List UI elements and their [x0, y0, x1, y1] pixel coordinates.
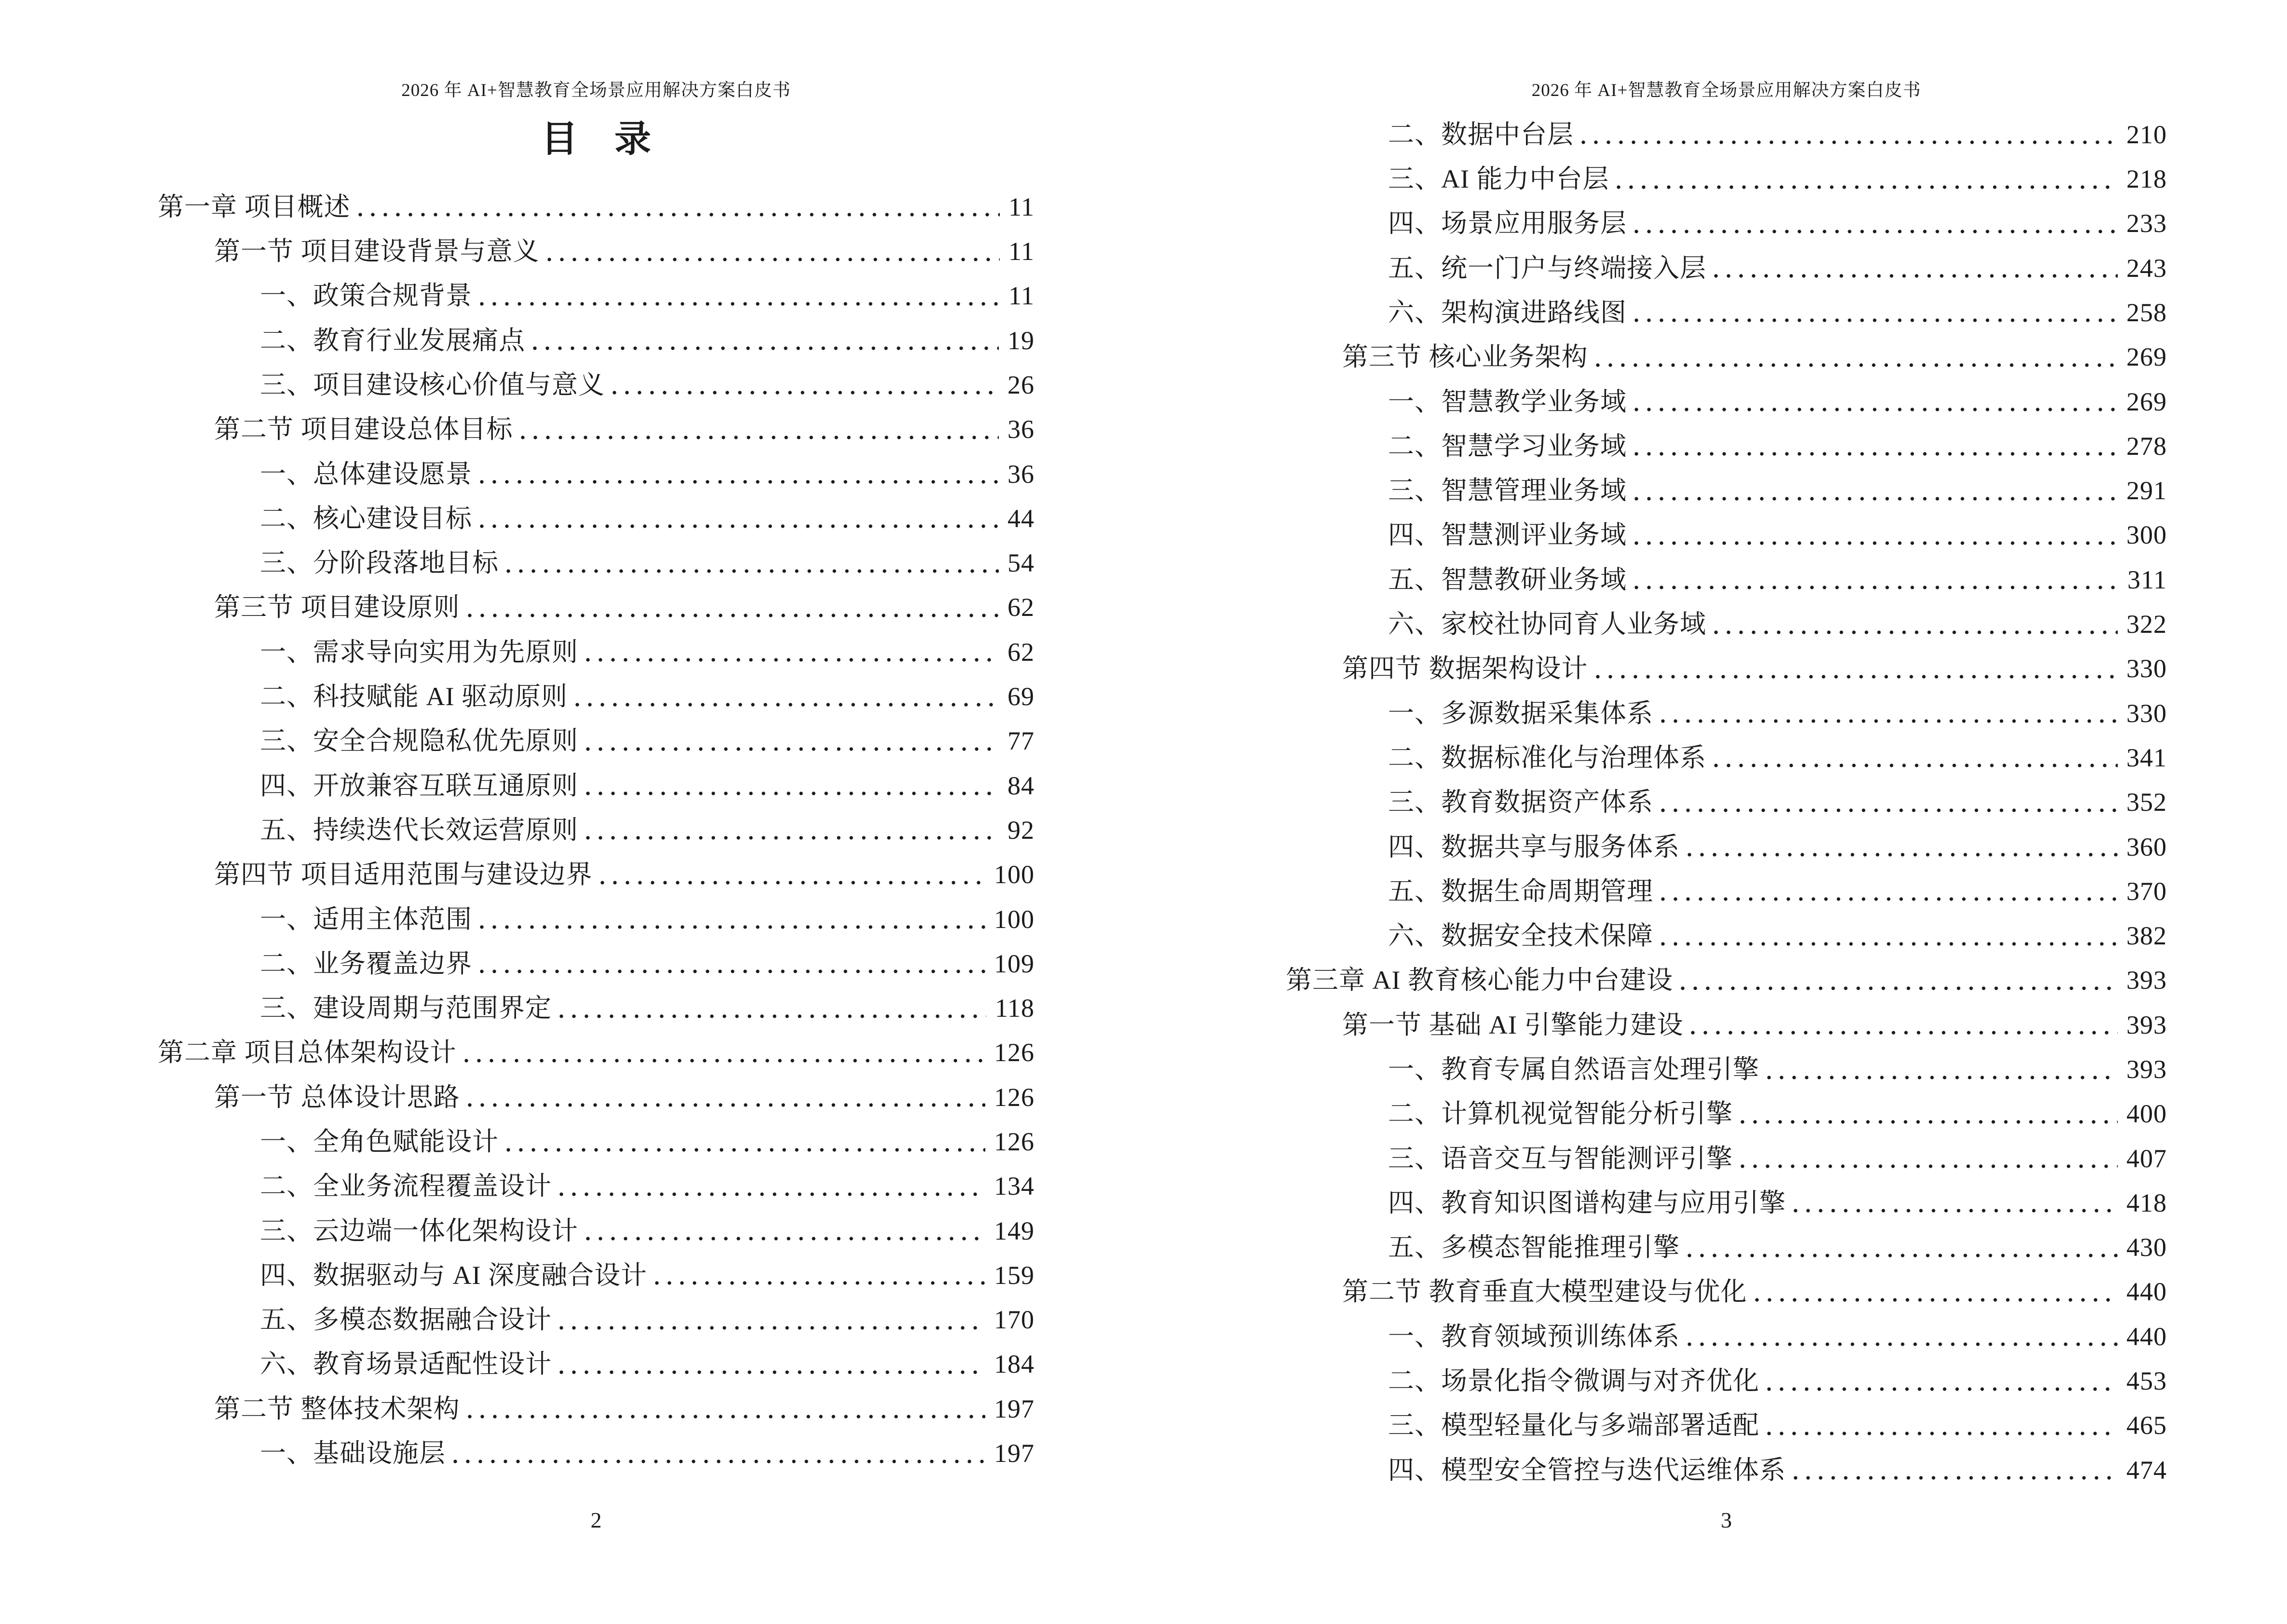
toc-entry-page: 159	[994, 1260, 1035, 1290]
dot-leader	[613, 390, 999, 396]
toc-entry-page: 465	[2126, 1411, 2167, 1440]
toc-entry-page: 36	[1007, 459, 1035, 489]
toc-entry-label: 五、统一门户与终端接入层	[1388, 253, 1706, 283]
toc-entry-page: 11	[1008, 192, 1035, 221]
toc-entry-label: 一、政策合规背景	[260, 281, 472, 311]
toc-entry-label: 四、智慧测评业务域	[1388, 520, 1627, 550]
toc-entry-label: 五、智慧教研业务域	[1388, 565, 1627, 594]
toc-entry-page: 330	[2126, 654, 2167, 683]
toc-entry-page: 77	[1007, 726, 1035, 756]
dot-leader	[575, 702, 999, 708]
toc-entry-page: 258	[2126, 298, 2167, 327]
toc-entry-row	[1286, 105, 2167, 150]
toc-entry-label: 二、场景化指令微调与对齐优化	[1388, 1366, 1759, 1396]
toc-entry-label: 一、总体建设愿景	[260, 459, 472, 489]
dot-leader	[1661, 896, 2118, 902]
toc-entry-row	[1286, 818, 2167, 862]
toc-entry-label: 二、教育行业发展痛点	[260, 326, 525, 355]
dot-leader	[480, 924, 985, 930]
dot-leader	[600, 880, 986, 886]
dot-leader	[453, 1459, 985, 1464]
dot-leader	[586, 835, 999, 841]
dot-leader	[506, 568, 999, 574]
dot-leader	[1661, 941, 2118, 947]
toc-entry-page: 278	[2126, 431, 2167, 461]
dot-leader	[1794, 1208, 2118, 1214]
toc-entry-page: 11	[1008, 281, 1035, 311]
toc-entry-row	[158, 712, 1035, 756]
toc-entry-row	[158, 445, 1035, 489]
toc-entry-page: 440	[2126, 1277, 2167, 1307]
toc-entry-page: 19	[1007, 326, 1035, 355]
toc-entry-label: 三、语音交互与智能测评引擎	[1388, 1144, 1733, 1173]
toc-entry-label: 五、多模态智能推理引擎	[1388, 1233, 1680, 1262]
dot-leader	[655, 1280, 985, 1286]
toc-entry-row	[158, 1290, 1035, 1335]
toc-entry-label: 第一节 基础 AI 引擎能力建设	[1342, 1010, 1684, 1039]
toc-entry-label: 第二节 项目建设总体目标	[214, 415, 513, 444]
dot-leader	[559, 1013, 986, 1019]
toc-entry-row	[1286, 194, 2167, 239]
dot-leader	[1741, 1163, 2118, 1169]
toc-entry-label: 第三节 项目建设原则	[214, 593, 460, 622]
dot-leader	[480, 969, 985, 974]
toc-entry-page: 440	[2126, 1322, 2167, 1351]
toc-entry-page: 92	[1007, 815, 1035, 845]
dot-leader	[1794, 1475, 2118, 1481]
toc-entry-row	[158, 934, 1035, 979]
dot-leader	[1581, 139, 2118, 145]
toc-entry-label: 一、智慧教学业务域	[1388, 387, 1627, 416]
toc-entry-row	[1286, 417, 2167, 461]
toc-entry-row	[158, 355, 1035, 400]
toc-entry-label: 第二节 整体技术架构	[214, 1394, 460, 1423]
dot-leader	[468, 613, 999, 618]
toc-entry-page: 233	[2126, 209, 2167, 238]
toc-entry-row	[158, 267, 1035, 311]
dot-leader	[1714, 763, 2118, 768]
dot-leader	[1634, 540, 2118, 546]
dot-leader	[1767, 1386, 2118, 1392]
toc-entry-page: 69	[1007, 682, 1035, 711]
dot-leader	[521, 435, 999, 440]
toc-entry-page: 269	[2126, 387, 2167, 416]
toc-entry-row	[158, 1246, 1035, 1290]
toc-entry-label: 三、教育数据资产体系	[1388, 788, 1653, 817]
toc-entry-row	[1286, 1040, 2167, 1084]
toc-entry-page: 197	[994, 1394, 1035, 1423]
toc-entry-label: 第四节 项目适用范围与建设边界	[214, 860, 593, 889]
toc-list-right	[1286, 105, 2167, 1485]
dot-leader	[1634, 585, 2119, 590]
toc-entry-page: 341	[2126, 743, 2167, 772]
toc-entry-row	[158, 890, 1035, 934]
toc-entry-row	[158, 801, 1035, 845]
toc-entry-row	[158, 845, 1035, 889]
toc-entry-row	[158, 979, 1035, 1023]
dot-leader	[559, 1325, 985, 1331]
toc-entry-page: 430	[2126, 1233, 2167, 1262]
toc-entry-row	[1286, 1396, 2167, 1441]
toc-entry-label: 四、场景应用服务层	[1388, 209, 1627, 238]
dot-leader	[468, 1102, 986, 1108]
dot-leader	[464, 1058, 986, 1064]
dot-leader	[586, 791, 999, 796]
toc-entry-label: 第一章 项目概述	[158, 192, 351, 221]
toc-entry-page: 184	[994, 1350, 1035, 1379]
toc-entry-page: 11	[1008, 237, 1035, 266]
dot-leader	[480, 301, 1000, 307]
toc-entry-page: 44	[1007, 504, 1035, 533]
toc-entry-row	[158, 1424, 1035, 1468]
toc-entry-page: 370	[2126, 876, 2167, 906]
toc-entry-page: 393	[2126, 1054, 2167, 1084]
toc-entry-label: 第四节 数据架构设计	[1342, 654, 1588, 683]
toc-entry-page: 84	[1007, 771, 1035, 800]
toc-entry-page: 418	[2126, 1188, 2167, 1217]
dot-leader	[1634, 496, 2118, 502]
toc-entry-row	[1286, 461, 2167, 505]
toc-entry-page: 62	[1007, 637, 1035, 667]
toc-entry-page: 453	[2126, 1366, 2167, 1396]
toc-entry-row	[158, 1112, 1035, 1157]
toc-entry-page: 126	[994, 1127, 1035, 1156]
toc-entry-page: 352	[2126, 788, 2167, 817]
dot-leader	[547, 257, 1000, 262]
toc-entry-row	[158, 1024, 1035, 1068]
toc-entry-row	[158, 400, 1035, 444]
toc-entry-label: 四、教育知识图谱构建与应用引擎	[1388, 1188, 1786, 1217]
running-header-right: 2026 年 AI+智慧教育全场景应用解决方案白皮书	[1531, 81, 1921, 100]
toc-entry-page: 243	[2126, 253, 2167, 283]
dot-leader	[1688, 1253, 2118, 1258]
toc-entry-label: 一、适用主体范围	[260, 904, 472, 934]
toc-entry-page: 360	[2126, 832, 2167, 861]
toc-entry-page: 322	[2126, 610, 2167, 639]
left-page	[158, 0, 1035, 1624]
toc-list-left	[158, 177, 1035, 1469]
toc-entry-row	[1286, 150, 2167, 194]
toc-entry-label: 三、AI 能力中台层	[1388, 164, 1609, 194]
dot-leader	[1688, 1341, 2118, 1347]
toc-entry-page: 100	[994, 904, 1035, 934]
toc-entry-page: 382	[2126, 921, 2167, 951]
toc-entry-label: 四、开放兼容互联互通原则	[260, 771, 578, 800]
dot-leader	[1767, 1431, 2118, 1436]
toc-entry-row	[1286, 283, 2167, 328]
toc-entry-row	[158, 578, 1035, 623]
toc-entry-page: 400	[2126, 1099, 2167, 1129]
toc-entry-row	[158, 311, 1035, 355]
dot-leader	[586, 746, 999, 752]
toc-entry-label: 一、教育专属自然语言处理引擎	[1388, 1054, 1759, 1084]
dot-leader	[358, 212, 1000, 218]
dot-leader	[1596, 362, 2118, 368]
dot-leader	[1741, 1119, 2118, 1125]
toc-entry-label: 第二章 项目总体架构设计	[158, 1038, 457, 1067]
toc-title: 目 录	[541, 119, 651, 160]
toc-entry-label: 二、核心建设目标	[260, 504, 472, 533]
toc-entry-page: 100	[994, 860, 1035, 889]
dot-leader	[1596, 674, 2118, 680]
toc-entry-label: 三、智慧管理业务域	[1388, 476, 1627, 505]
toc-entry-row	[1286, 1085, 2167, 1129]
toc-entry-page: 126	[994, 1082, 1035, 1112]
toc-entry-page: 407	[2126, 1144, 2167, 1173]
toc-entry-row	[1286, 1307, 2167, 1351]
toc-entry-row	[1286, 906, 2167, 951]
toc-entry-row	[1286, 595, 2167, 639]
toc-entry-label: 二、科技赋能 AI 驱动原则	[260, 682, 568, 711]
dot-leader	[1661, 807, 2118, 813]
toc-entry-row	[158, 1379, 1035, 1424]
toc-entry-page: 126	[994, 1038, 1035, 1067]
toc-entry-row	[1286, 1263, 2167, 1307]
toc-entry-row	[158, 222, 1035, 266]
toc-entry-page: 291	[2126, 476, 2167, 505]
toc-entry-page: 311	[2127, 565, 2167, 594]
toc-entry-label: 第一节 总体设计思路	[214, 1082, 460, 1112]
toc-entry-row	[1286, 1218, 2167, 1262]
toc-entry-label: 一、多源数据采集体系	[1388, 698, 1653, 728]
toc-entry-page: 109	[994, 949, 1035, 978]
dot-leader	[559, 1191, 985, 1197]
toc-entry-label: 三、模型轻量化与多端部署适配	[1388, 1411, 1759, 1440]
toc-entry-label: 第二节 教育垂直大模型建设与优化	[1342, 1277, 1747, 1307]
toc-entry-label: 第三节 核心业务架构	[1342, 342, 1588, 372]
toc-entry-label: 二、数据标准化与治理体系	[1388, 743, 1706, 772]
right-page	[1286, 0, 2167, 1624]
toc-entry-row	[1286, 684, 2167, 728]
toc-entry-page: 54	[1007, 548, 1035, 578]
toc-entry-row	[158, 1068, 1035, 1112]
page-number-right: 3	[1721, 1508, 1732, 1532]
toc-entry-label: 六、数据安全技术保障	[1388, 921, 1653, 951]
toc-entry-page: 36	[1007, 415, 1035, 444]
toc-entry-label: 二、业务覆盖边界	[260, 949, 472, 978]
toc-entry-row	[1286, 550, 2167, 595]
toc-entry-row	[1286, 1129, 2167, 1174]
dot-leader	[586, 657, 999, 663]
dot-leader	[1714, 273, 2118, 279]
toc-entry-label: 一、需求导向实用为先原则	[260, 637, 578, 667]
toc-entry-label: 六、架构演进路线图	[1388, 298, 1627, 327]
toc-entry-label: 四、数据共享与服务体系	[1388, 832, 1680, 861]
toc-entry-label: 三、分阶段落地目标	[260, 548, 499, 578]
dot-leader	[1634, 451, 2118, 457]
toc-entry-label: 四、数据驱动与 AI 深度融合设计	[260, 1260, 647, 1290]
toc-entry-row	[158, 489, 1035, 533]
toc-entry-page: 197	[994, 1439, 1035, 1468]
toc-entry-page: 26	[1007, 370, 1035, 399]
toc-entry-row	[158, 1335, 1035, 1379]
dot-leader	[1661, 718, 2118, 724]
toc-entry-page: 218	[2126, 164, 2167, 194]
toc-entry-row	[1286, 372, 2167, 417]
toc-entry-label: 五、数据生命周期管理	[1388, 876, 1653, 906]
toc-entry-row	[1286, 640, 2167, 684]
toc-entry-page: 393	[2126, 966, 2167, 995]
toc-entry-label: 二、数据中台层	[1388, 120, 1574, 149]
dot-leader	[468, 1414, 986, 1419]
toc-entry-label: 六、教育场景适配性设计	[260, 1350, 552, 1379]
toc-entry-label: 三、建设周期与范围界定	[260, 994, 552, 1023]
dot-leader	[533, 345, 999, 351]
dot-leader	[1688, 852, 2118, 858]
toc-entry-label: 三、安全合规隐私优先原则	[260, 726, 578, 756]
toc-entry-row	[158, 1201, 1035, 1246]
toc-entry-label: 一、基础设施层	[260, 1439, 446, 1468]
dot-leader	[1681, 985, 2118, 991]
toc-entry-row	[1286, 1441, 2167, 1485]
toc-entry-row	[158, 623, 1035, 667]
toc-entry-row	[158, 756, 1035, 801]
toc-entry-row	[158, 177, 1035, 222]
toc-entry-page: 330	[2126, 698, 2167, 728]
toc-entry-row	[158, 533, 1035, 578]
toc-entry-label: 第三章 AI 教育核心能力中台建设	[1286, 966, 1673, 995]
toc-entry-label: 二、计算机视觉智能分析引擎	[1388, 1099, 1733, 1129]
dot-leader	[480, 523, 999, 529]
toc-entry-label: 五、多模态数据融合设计	[260, 1305, 552, 1335]
toc-entry-row	[1286, 996, 2167, 1040]
toc-entry-row	[158, 667, 1035, 711]
toc-entry-row	[1286, 1174, 2167, 1218]
dot-leader	[1634, 229, 2118, 234]
dot-leader	[1634, 317, 2118, 323]
toc-entry-label: 二、全业务流程覆盖设计	[260, 1172, 552, 1201]
dot-leader	[586, 1236, 985, 1242]
toc-entry-label: 一、教育领域预训练体系	[1388, 1322, 1680, 1351]
dot-leader	[1714, 629, 2118, 635]
toc-entry-label: 二、智慧学习业务域	[1388, 431, 1627, 461]
toc-entry-row	[1286, 1351, 2167, 1396]
dot-leader	[1617, 184, 2118, 190]
dot-leader	[1634, 407, 2118, 412]
toc-entry-page: 62	[1007, 593, 1035, 622]
toc-entry-page: 474	[2126, 1455, 2167, 1485]
toc-entry-label: 三、项目建设核心价值与意义	[260, 370, 605, 399]
toc-entry-row	[1286, 862, 2167, 906]
running-header-left: 2026 年 AI+智慧教育全场景应用解决方案白皮书	[401, 81, 791, 100]
toc-entry-page: 269	[2126, 342, 2167, 372]
toc-entry-page: 210	[2126, 120, 2167, 149]
toc-entry-row	[1286, 239, 2167, 283]
toc-entry-label: 第一节 项目建设背景与意义	[214, 237, 540, 266]
dot-leader	[480, 479, 999, 485]
dot-leader	[559, 1369, 985, 1375]
toc-entry-label: 四、模型安全管控与迭代运维体系	[1388, 1455, 1786, 1485]
toc-entry-page: 149	[994, 1216, 1035, 1245]
toc-entry-label: 三、云边端一体化架构设计	[260, 1216, 578, 1245]
dot-leader	[1767, 1075, 2118, 1080]
toc-entry-row	[1286, 506, 2167, 550]
toc-entry-page: 134	[994, 1172, 1035, 1201]
dot-leader	[1755, 1297, 2118, 1303]
toc-entry-row	[1286, 728, 2167, 773]
dot-leader	[1691, 1030, 2118, 1036]
toc-entry-page: 300	[2126, 520, 2167, 550]
page-number-left: 2	[590, 1508, 602, 1532]
toc-entry-label: 六、家校社协同育人业务域	[1388, 610, 1706, 639]
toc-entry-row	[1286, 773, 2167, 817]
toc-entry-row	[158, 1157, 1035, 1201]
toc-entry-page: 393	[2126, 1010, 2167, 1039]
toc-entry-page: 118	[995, 994, 1035, 1023]
toc-entry-row	[1286, 328, 2167, 372]
toc-entry-row	[1286, 951, 2167, 996]
toc-entry-label: 一、全角色赋能设计	[260, 1127, 499, 1156]
toc-entry-label: 五、持续迭代长效运营原则	[260, 815, 578, 845]
toc-entry-page: 170	[994, 1305, 1035, 1335]
dot-leader	[506, 1147, 985, 1153]
